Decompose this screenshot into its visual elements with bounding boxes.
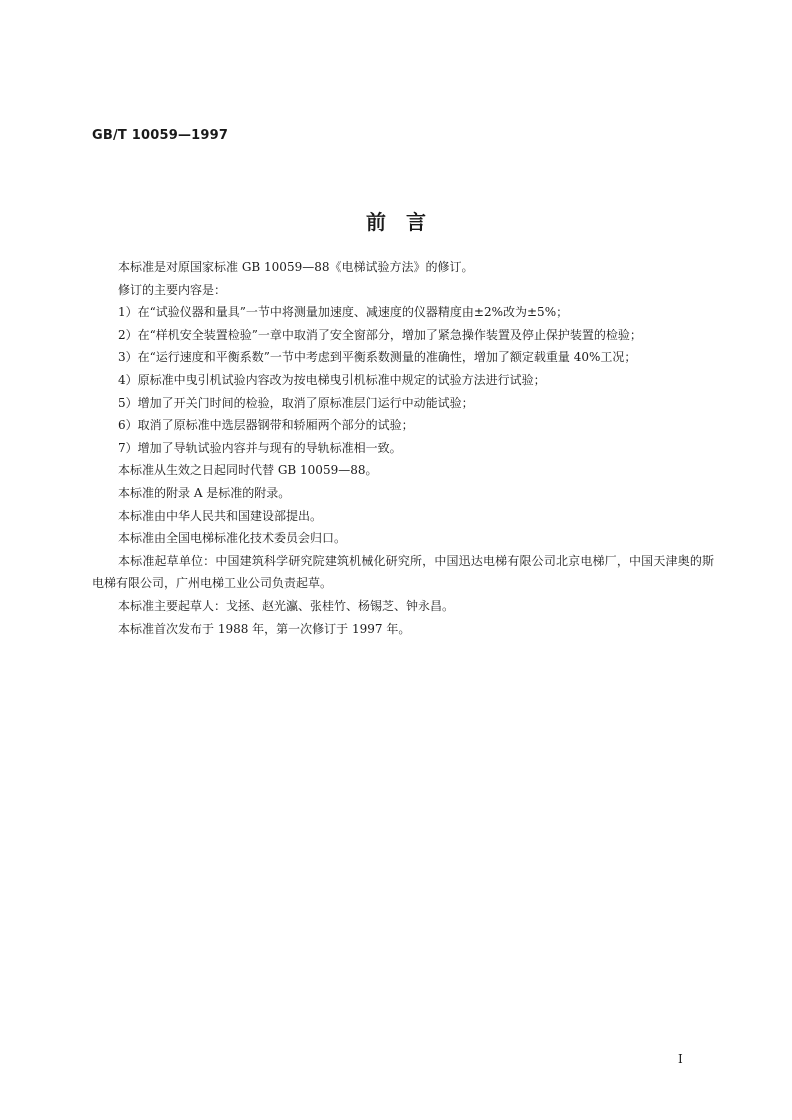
paragraph-drafters: 本标准主要起草人：戈拯、赵光瀛、张桂竹、杨锡芝、钟永昌。 bbox=[118, 598, 455, 613]
paragraph-supersedes: 本标准从生效之日起同时代替 GB 10059—88。 bbox=[118, 463, 378, 478]
list-item-change-7: 7）增加了导轨试验内容并与现有的导轨标准相一致。 bbox=[118, 440, 402, 455]
paragraph-appendix: 本标准的附录 A 是标准的附录。 bbox=[118, 485, 291, 500]
list-item-change-1: 1）在“试验仪器和量具”一节中将测量加速度、减速度的仪器精度由±2%改为±5%； bbox=[118, 305, 569, 320]
paragraph-revision-basis: 本标准是对原国家标准 GB 10059—88《电梯试验方法》的修订。 bbox=[118, 260, 474, 274]
paragraph-main-changes-intro: 修订的主要内容是： bbox=[118, 282, 227, 297]
page-number: I bbox=[678, 1052, 683, 1066]
list-item-change-3: 3）在“运行速度和平衡系数”一节中考虑到平衡系数测量的准确性，增加了额定载重量 40%工况； bbox=[118, 350, 637, 365]
paragraph-committee: 本标准由全国电梯标准化技术委员会归口。 bbox=[118, 531, 347, 546]
list-item-change-6: 6）取消了原标准中选层器钢带和轿厢两个部分的试验； bbox=[118, 418, 414, 433]
standard-code: GB/T 10059—1997 bbox=[92, 128, 229, 143]
paragraph-drafting-units: 本标准起草单位：中国建筑科学研究院建筑机械化研究所，中国迅达电梯有限公司北京电梯厂，中国天津奥的斯电梯有限公司，广州电梯工业公司负责起草。 bbox=[92, 553, 714, 591]
list-item-change-4: 4）原标准中曳引机试验内容改为按电梯曳引机标准中规定的试验方法进行试验； bbox=[118, 372, 546, 387]
paragraph-proposer: 本标准由中华人民共和国建设部提出。 bbox=[118, 508, 323, 523]
paragraph-publication-history: 本标准首次发布于 1988 年，第一次修订于 1997 年。 bbox=[118, 621, 411, 636]
foreword-body bbox=[92, 256, 714, 640]
page-title: 前 言 bbox=[366, 210, 426, 234]
list-item-change-2: 2）在“样机安全装置检验”一章中取消了安全窗部分，增加了紧急操作装置及停止保护装置的检验； bbox=[118, 327, 642, 342]
list-item-change-5: 5）增加了开关门时间的检验，取消了原标准层门运行中动能试验； bbox=[118, 395, 474, 410]
